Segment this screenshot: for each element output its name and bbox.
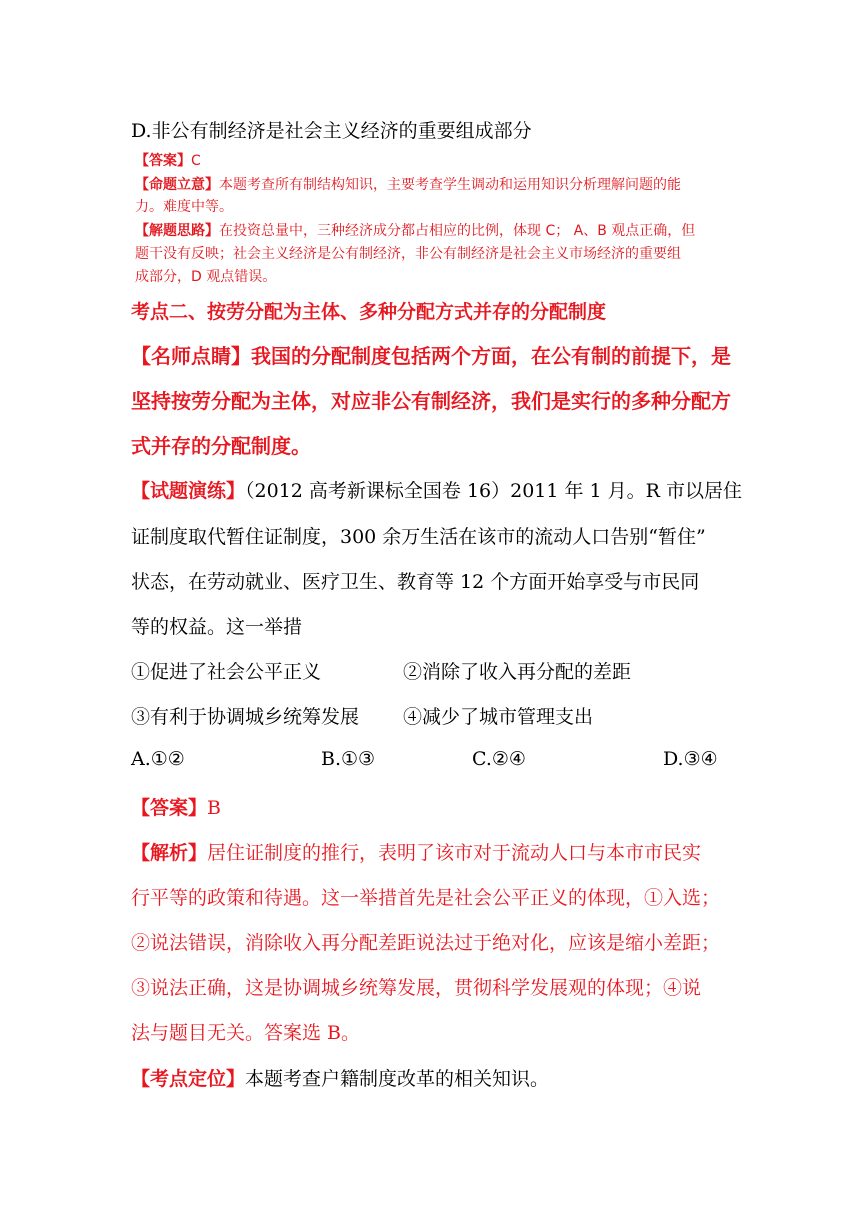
q2-answer (131, 793, 221, 820)
choice-c: C.②④ (472, 748, 526, 770)
q1-thinking-line2: 题干没有反映；社会主义经济是公有制经济，非公有制经济是社会主义市场经济的重要组 (135, 246, 681, 262)
answer-value: C (191, 153, 201, 169)
intent-text-1: 本题考查所有制结构知识，主要考查学生调动和运用知识分析理解问题的能 (219, 177, 681, 193)
q2-answer-value: B (207, 797, 221, 819)
statement-3: ③有利于协调城乡统筹发展 (131, 706, 360, 728)
analysis-tag: 【解析】 (131, 842, 208, 864)
q2-answer-tag: 【答案】 (131, 797, 208, 819)
exercise-tag: 【试题演练】 (131, 480, 246, 502)
choice-b: B.①③ (321, 748, 376, 770)
q2-analysis-line4: ③说法正确，这是协调城乡统筹发展，贯彻科学发展观的体现；④说 (131, 977, 702, 999)
q1-intent-line1 (135, 174, 681, 194)
teacher-tip-line1: 【名师点睛】我国的分配制度包括两个方面，在公有制的前提下，是 (131, 344, 731, 368)
choice-a: A.①② (131, 748, 185, 770)
section2-title: 考点二、按劳分配为主体、多种分配方式并存的分配制度 (131, 301, 607, 323)
intent-tag: 【命题立意】 (135, 177, 219, 193)
analysis-text-1: 居住证制度的推行，表明了该市对于流动人口与本市市民实 (207, 842, 702, 864)
q1-intent-line2: 力。难度中等。 (135, 199, 233, 215)
exercise-line4: 等的权益。这一举措 (131, 616, 303, 638)
answer-tag: 【答案】 (135, 153, 191, 169)
q2-analysis-line5: 法与题目无关。答案选 B。 (131, 1022, 361, 1044)
q2-analysis-line3: ②说法错误，消除收入再分配差距说法过于绝对化，应该是缩小差距； (131, 932, 721, 954)
point-tag: 【考点定位】 (131, 1068, 246, 1090)
exercise-line1 (131, 476, 742, 503)
point-text: 本题考查户籍制度改革的相关知识。 (245, 1068, 550, 1090)
teacher-tip-line3: 式并存的分配制度。 (131, 434, 311, 458)
q2-analysis-line1 (131, 838, 701, 865)
option-d-line: D.非公有制经济是社会主义经济的重要组成部分 (131, 120, 532, 142)
statement-2: ②消除了收入再分配的差距 (403, 661, 632, 683)
exercise-line3: 状态，在劳动就业、医疗卫生、教育等 12 个方面开始享受与市民同 (131, 571, 700, 593)
q1-thinking-line1 (135, 220, 695, 240)
thinking-text-1: 在投资总量中，三种经济成分都占相应的比例，体现 C； A、B 观点正确，但 (219, 223, 696, 239)
exercise-text-1: （2012 高考新课标全国卷 16）2011 年 1 月。R 市以居住 (245, 480, 743, 502)
thinking-tag: 【解题思路】 (135, 223, 219, 239)
q2-analysis-line2: 行平等的政策和待遇。这一举措首先是社会公平正义的体现，①入选； (131, 887, 721, 909)
q1-thinking-line3: 成部分，D 观点错误。 (135, 269, 277, 285)
choice-d: D.③④ (663, 748, 718, 770)
statement-4: ④减少了城市管理支出 (403, 706, 594, 728)
statement-1: ①促进了社会公平正义 (131, 661, 322, 683)
exercise-line2: 证制度取代暂住证制度，300 余万生活在该市的流动人口告别“暂住” (131, 526, 706, 548)
teacher-tip-line2: 坚持按劳分配为主体，对应非公有制经济，我们是实行的多种分配方 (131, 389, 731, 413)
q1-answer (135, 150, 201, 170)
q2-point (131, 1064, 549, 1091)
